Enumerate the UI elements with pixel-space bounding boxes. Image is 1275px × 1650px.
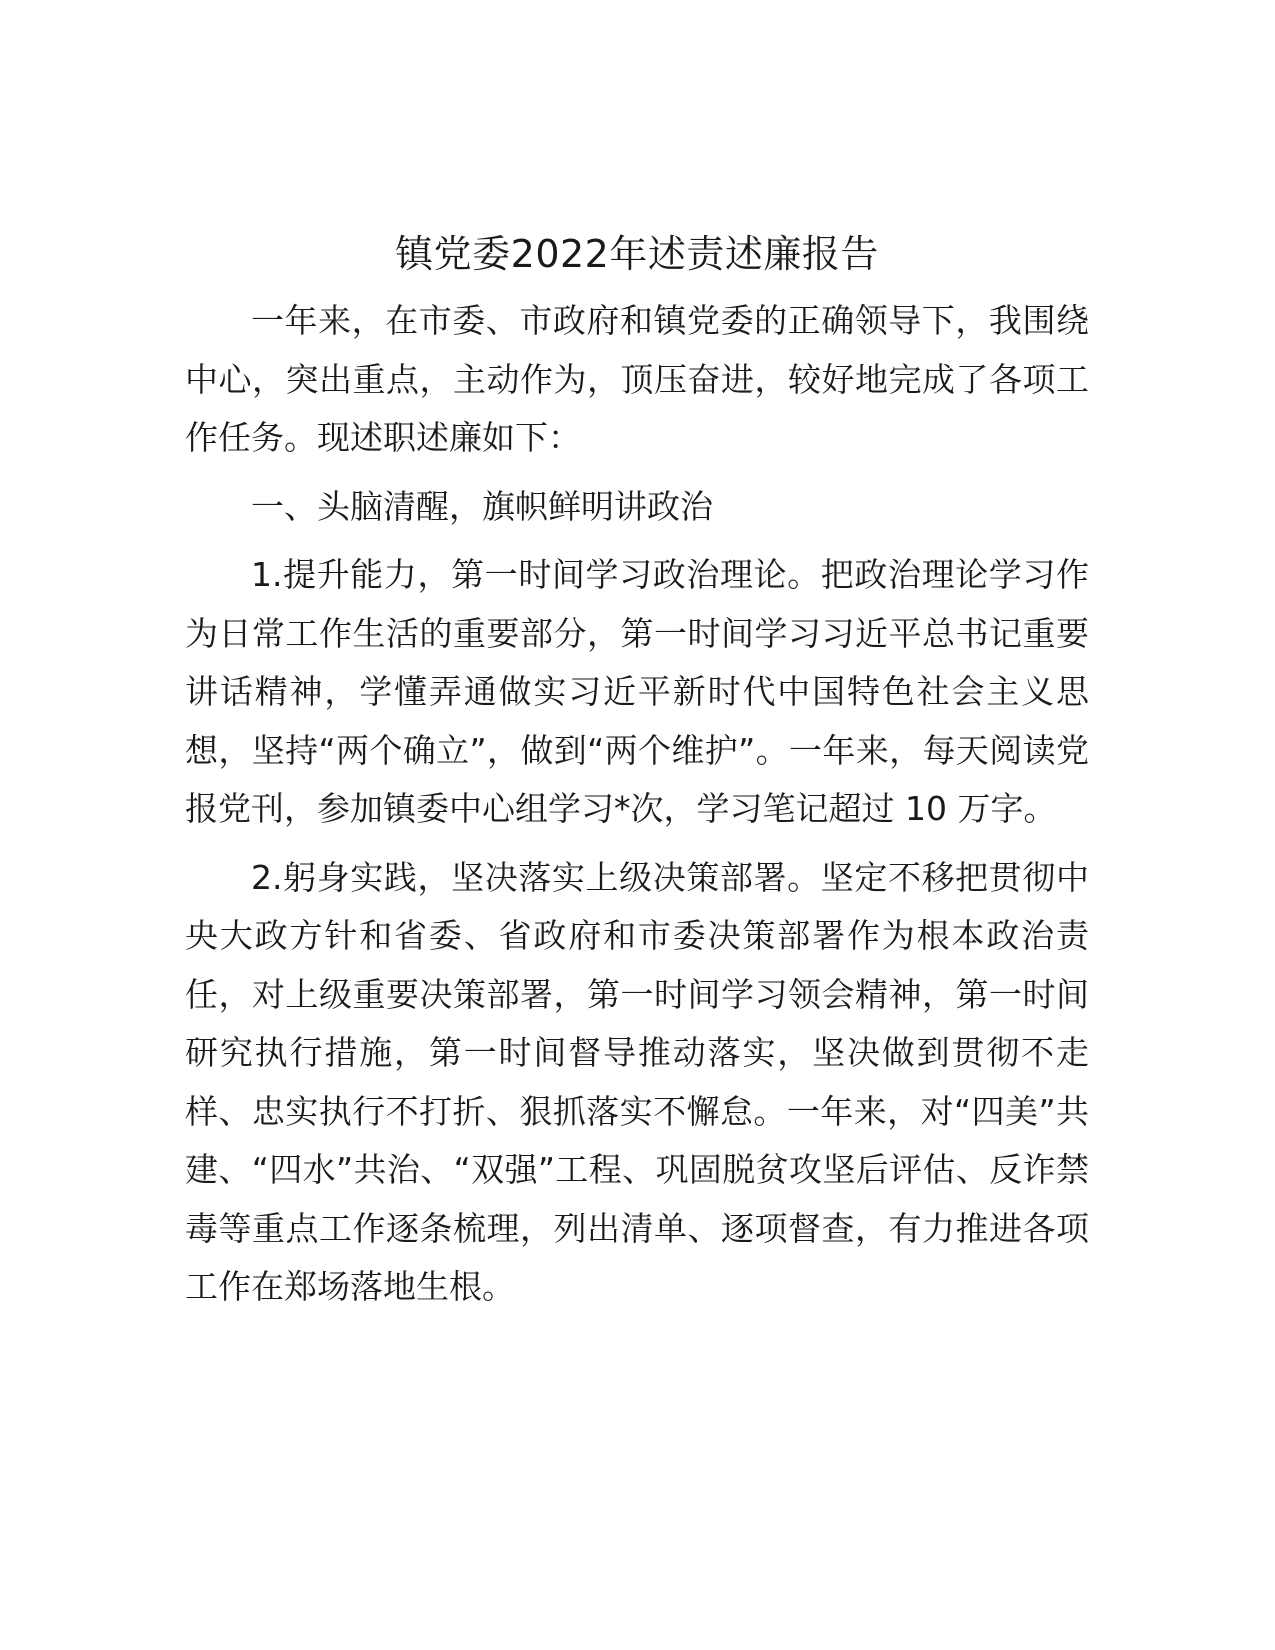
- item-paragraph-1: 1.提升能力，第一时间学习政治理论。把政治理论学习作为日常工作生活的重要部分，第一时间学习习近平总书记重要讲话精神，学懂弄通做实习近平新时代中国特色社会主义思想，坚持“两个确立”，做到“两个维护”。一年来，每天阅读党报党刊，参加镇委中心组学习*次，学习笔记超过 10 万字。: [185, 555, 1089, 828]
- document-body: [185, 226, 1089, 1317]
- document-title: 镇党委2022年述责述廉报告: [395, 232, 879, 276]
- intro-paragraph: 一年来，在市委、市政府和镇党委的正确领导下，我围绕中心，突出重点，主动作为，顶压奋进，较好地完成了各项工作任务。现述职述廉如下：: [185, 301, 1089, 457]
- section-heading-1: 一、头脑清醒，旗帜鲜明讲政治: [251, 486, 713, 526]
- item-paragraph-2: 2.躬身实践，坚决落实上级决策部署。坚定不移把贯彻中央大政方针和省委、省政府和市委决策部署作为根本政治责任，对上级重要决策部署，第一时间学习领会精神，第一时间研究执行措施，第一时间督导推动落实，坚决做到贯彻不走样、忠实执行不打折、狠抓落实不懈怠。一年来，对“四美”共建、“四水”共治、“双强”工程、巩固脱贫攻坚后评估、反诈禁毒等重点工作逐条梳理，列出清单、逐项督查，有力推进各项工作在郑场落地生根。: [185, 857, 1089, 1306]
